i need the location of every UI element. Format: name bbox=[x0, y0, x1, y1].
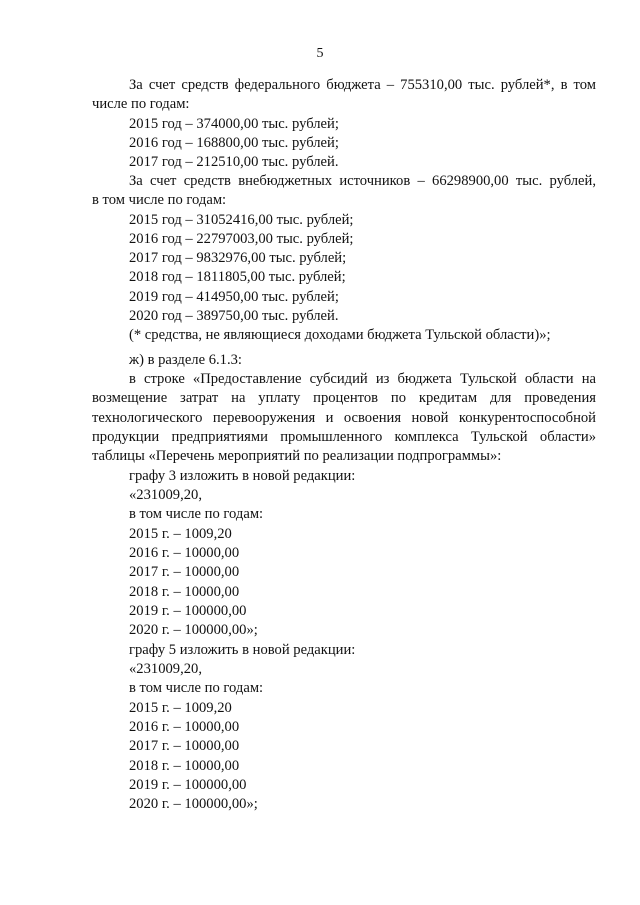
text-line: 2016 г. – 10000,00 bbox=[129, 719, 240, 735]
text-line: За счет средств федерального бюджета – 755310,00 тыс. рублей*, в том bbox=[129, 77, 596, 93]
text-line: 2016 год – 168800,00 тыс. рублей; bbox=[129, 135, 339, 151]
text-line: 2018 г. – 10000,00 bbox=[129, 758, 240, 774]
text-line: 2017 год – 212510,00 тыс. рублей. bbox=[129, 154, 339, 170]
text-line: графу 5 изложить в новой редакции: bbox=[129, 642, 356, 658]
text-line: графу 3 изложить в новой редакции: bbox=[129, 468, 356, 484]
text-line: 2019 год – 414950,00 тыс. рублей; bbox=[129, 289, 339, 305]
text-line: 2016 год – 22797003,00 тыс. рублей; bbox=[129, 231, 354, 247]
text-line: технологического перевооружения и освоения новой конкурентоспособной bbox=[92, 410, 596, 426]
text-line: 2020 г. – 100000,00»; bbox=[129, 796, 258, 812]
text-line: 2019 г. – 100000,00 bbox=[129, 603, 247, 619]
text-line: 2017 г. – 10000,00 bbox=[129, 738, 240, 754]
text-line: таблицы «Перечень мероприятий по реализации подпрограммы»: bbox=[92, 448, 502, 464]
text-line: 2020 год – 389750,00 тыс. рублей. bbox=[129, 308, 339, 324]
text-line: За счет средств внебюджетных источников – 66298900,00 тыс. рублей, bbox=[129, 173, 596, 189]
text-line: «231009,20, bbox=[129, 487, 202, 503]
text-line: в том числе по годам: bbox=[92, 192, 227, 208]
text-line: 2015 г. – 1009,20 bbox=[129, 526, 232, 542]
text-line: (* средства, не являющиеся доходами бюджета Тульской области)»; bbox=[129, 327, 551, 343]
text-line: 2015 год – 31052416,00 тыс. рублей; bbox=[129, 212, 354, 228]
text-line: продукции предприятиями промышленного комплекса Тульской области» bbox=[92, 429, 596, 445]
text-line: в строке «Предоставление субсидий из бюджета Тульской области на bbox=[129, 371, 596, 387]
text-line: числе по годам: bbox=[92, 96, 190, 112]
text-line: 2019 г. – 100000,00 bbox=[129, 777, 247, 793]
text-line: в том числе по годам: bbox=[129, 506, 264, 522]
text-line: 2018 год – 1811805,00 тыс. рублей; bbox=[129, 269, 346, 285]
text-line: 2015 г. – 1009,20 bbox=[129, 700, 232, 716]
text-line: «231009,20, bbox=[129, 661, 202, 677]
text-line: 2016 г. – 10000,00 bbox=[129, 545, 240, 561]
text-line: 2020 г. – 100000,00»; bbox=[129, 622, 258, 638]
text-line: 2018 г. – 10000,00 bbox=[129, 584, 240, 600]
page-number: 5 bbox=[316, 46, 324, 61]
text-line: 2015 год – 374000,00 тыс. рублей; bbox=[129, 116, 339, 132]
text-line: 2017 год – 9832976,00 тыс. рублей; bbox=[129, 250, 347, 266]
text-line: 2017 г. – 10000,00 bbox=[129, 564, 240, 580]
text-line: возмещение затрат на уплату процентов по кредитам для проведения bbox=[92, 390, 596, 406]
text-line: в том числе по годам: bbox=[129, 680, 264, 696]
text-line: ж) в разделе 6.1.3: bbox=[129, 352, 242, 368]
